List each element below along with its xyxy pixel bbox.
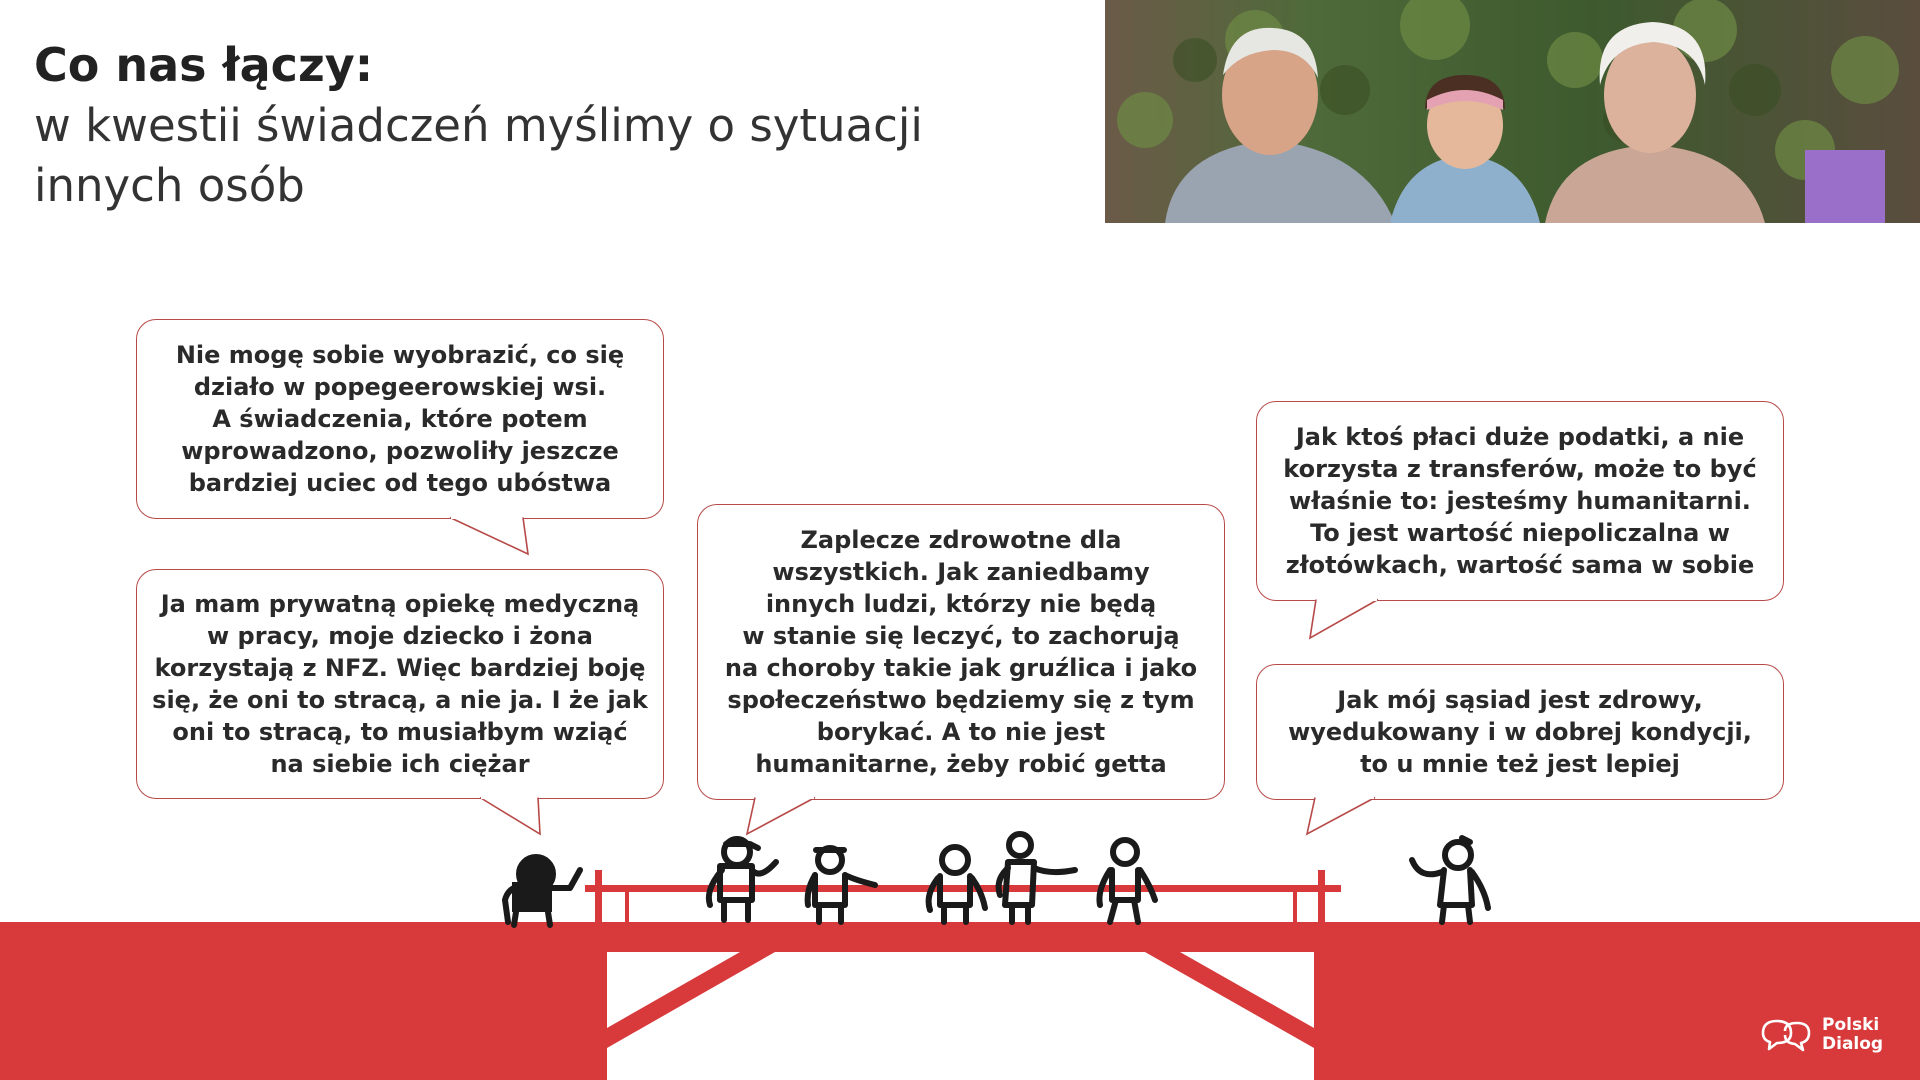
speech-bubbles-icon — [1763, 1021, 1809, 1050]
quote-text: Jak ktoś płaci duże podatki, a nie korzysta z transferów, może to być właśnie to: jesteśmy humanitarni. To jest wartość niepoliczalna w złotówkach, wartość sama w sobie — [1283, 423, 1757, 579]
person-figure-cap — [709, 839, 776, 920]
bubble-tail — [1308, 598, 1388, 640]
person-figures — [505, 834, 1488, 925]
quote-text: Jak mój sąsiad jest zdrowy, wyedukowany i w dobrej kondycji, to u mnie też jest lepiej — [1288, 686, 1752, 778]
quote-text: Ja mam prywatną opiekę medyczną w pracy, moje dziecko i żona korzystają z NFZ. Więc bardziej boję się, że oni to stracą, a nie ja. I że jak oni to stracą, to musiałbym wziąć na siebie ich ciężar — [152, 590, 648, 778]
bridge-strut-right — [1145, 952, 1314, 1048]
quote-bubble-top-left — [136, 319, 664, 519]
page-title: Co nas łączy: — [34, 38, 374, 92]
bridge-illustration — [0, 820, 1920, 1080]
bridge-ground — [0, 922, 1920, 1080]
quote-bubble-bottom-left — [136, 569, 664, 799]
person-figure-pointing — [999, 834, 1075, 922]
logo-line-1: Polski — [1822, 1015, 1880, 1035]
family-photo — [1105, 0, 1920, 223]
title-block — [34, 34, 1094, 216]
quote-bubble-top-right — [1256, 401, 1784, 601]
bridge-strut-left — [607, 952, 775, 1048]
logo-line-2: Dialog — [1822, 1034, 1884, 1054]
person-figure-middle — [929, 847, 985, 922]
quote-bubble-center — [697, 504, 1225, 800]
quote-text: Nie mogę sobie wyobrazić, co się działo w popegeerowskiej wsi. A świadczenia, które potem wprowadzono, pozwoliły jeszcze bardziej uciec od tego ubóstwa — [175, 341, 625, 497]
quote-text: Zaplecze zdrowotne dla wszystkich. Jak zaniedbamy innych ludzi, którzy nie będą w stanie się leczyć, to zachorują na choroby takie jak gruźlica i jako społeczeństwo będziemy się z tym borykać. A to nie jest humanitarne, żeby robić getta — [724, 526, 1198, 778]
person-figure-walking — [1099, 840, 1155, 922]
logo-text — [1822, 1016, 1883, 1054]
bubble-tail — [450, 516, 540, 556]
page-subtitle: w kwestii świadczeń myślimy o sytuacji innych osób — [34, 99, 923, 212]
person-figure-sitting — [505, 857, 580, 925]
person-figure-right — [1412, 838, 1488, 922]
quote-bubble-bottom-right — [1256, 664, 1784, 800]
